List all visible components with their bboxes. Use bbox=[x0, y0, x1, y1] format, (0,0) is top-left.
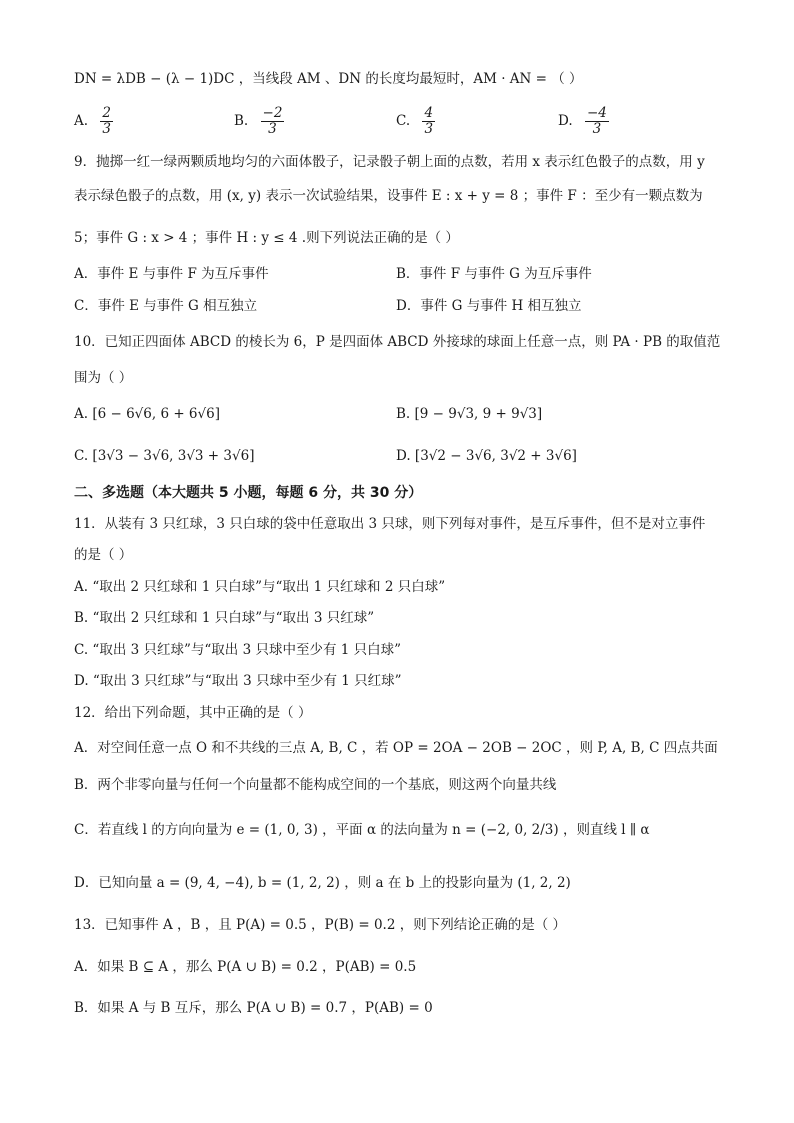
q11-option-c: C. “取出 3 只红球”与“取出 3 只球中至少有 1 只白球” bbox=[74, 642, 402, 658]
q10-stem-line-1: 10．已知正四面体 ABCD 的棱长为 6，P 是四面体 ABCD 外接球的球面上任意一点，则 PA · PB 的取值范 bbox=[74, 334, 721, 350]
q8-option-label: D. bbox=[558, 113, 573, 129]
denominator: 3 bbox=[592, 121, 602, 137]
numerator: 2 bbox=[102, 105, 111, 121]
q8-option-d bbox=[558, 106, 609, 137]
q8-option-fraction bbox=[422, 106, 435, 137]
q9-stem-line-3: 5；事件 G : x > 4 ；事件 H : y ≤ 4 .则下列说法正确的是（ ） bbox=[74, 230, 459, 246]
q9-stem-line-1: 9．抛掷一红一绿两颗质地均匀的六面体骰子，记录骰子朝上面的点数，若用 x 表示红色骰子的点数，用 y bbox=[74, 154, 705, 170]
q13-option-b: B．如果 A 与 B 互斥，那么 P(A ∪ B) = 0.7 ，P(AB) = 0 bbox=[74, 1000, 433, 1016]
q8-option-fraction bbox=[100, 106, 113, 137]
q8-option-c bbox=[396, 106, 435, 137]
numerator: −4 bbox=[586, 105, 607, 121]
q9-option-a: A．事件 E 与事件 F 为互斥事件 bbox=[74, 266, 269, 282]
q9-option-c: C．事件 E 与事件 G 相互独立 bbox=[74, 298, 258, 314]
q10-option-c: C. [3√3 − 3√6, 3√3 + 3√6] bbox=[74, 448, 255, 464]
denominator: 3 bbox=[268, 121, 277, 137]
q10-stem-line-2: 围为（ ） bbox=[74, 370, 133, 386]
q11-option-d: D. “取出 3 只红球”与“取出 3 只球中至少有 1 只红球” bbox=[74, 673, 402, 689]
section-heading-multiple-choice: 二、多选题（本大题共 5 小题，每题 6 分，共 30 分） bbox=[74, 485, 423, 501]
q13-option-a: A．如果 B ⊆ A ，那么 P(A ∪ B) = 0.2 ，P(AB) = 0.5 bbox=[74, 959, 417, 975]
q9-stem-line-2: 表示绿色骰子的点数，用 (x, y) 表示一次试验结果，设事件 E : x + y = 8 ；事件 F ：至少有一颗点数为 bbox=[74, 188, 703, 204]
numerator: −2 bbox=[262, 105, 283, 121]
q10-option-a: A. [6 − 6√6, 6 + 6√6] bbox=[74, 406, 220, 422]
q8-stem: DN = λDB − (λ − 1)DC ，当线段 AM 、DN 的长度均最短时，AM · AN = （ ） bbox=[74, 71, 583, 87]
q11-option-a: A. “取出 2 只红球和 1 只白球”与“取出 1 只红球和 2 只白球” bbox=[74, 579, 446, 595]
q8-option-fraction bbox=[585, 106, 609, 137]
q12-option-b: B．两个非零向量与任何一个向量都不能构成空间的一个基底，则这两个向量共线 bbox=[74, 777, 557, 793]
denominator: 3 bbox=[102, 121, 111, 137]
denominator: 3 bbox=[424, 121, 434, 137]
q12-option-d: D．已知向量 a = (9, 4, −4), b = (1, 2, 2) ，则 a 在 b 上的投影向量为 (1, 2, 2) bbox=[74, 875, 571, 891]
q9-option-b: B．事件 F 与事件 G 为互斥事件 bbox=[396, 266, 592, 282]
q8-option-fraction bbox=[261, 106, 285, 137]
q8-option-label: A. bbox=[74, 113, 89, 129]
numerator: 4 bbox=[424, 105, 434, 121]
q12-option-a: A．对空间任意一点 O 和不共线的三点 A, B, C ，若 OP = 2OA − 2OB − 2OC ，则 P, A, B, C 四点共面 bbox=[74, 740, 718, 756]
q8-option-label: C. bbox=[396, 113, 411, 129]
q11-stem-line-1: 11．从装有 3 只红球，3 只白球的袋中任意取出 3 只球，则下列每对事件，是互斥事件，但不是对立事件 bbox=[74, 516, 706, 532]
q9-option-d: D．事件 G 与事件 H 相互独立 bbox=[396, 298, 582, 314]
q10-option-b: B. [9 − 9√3, 9 + 9√3] bbox=[396, 406, 543, 422]
q8-option-b bbox=[234, 106, 284, 137]
q12-stem: 12．给出下列命题，其中正确的是（ ） bbox=[74, 705, 312, 721]
q11-stem-line-2: 的是（ ） bbox=[74, 547, 133, 563]
q12-option-c: C．若直线 l 的方向向量为 e = (1, 0, 3) ，平面 α 的法向量为 n = (−2, 0, 2/3) ，则直线 l ∥ α bbox=[74, 822, 650, 838]
q8-option-a bbox=[74, 106, 113, 137]
q11-option-b: B. “取出 2 只红球和 1 只白球”与“取出 3 只红球” bbox=[74, 610, 375, 626]
q8-option-label: B. bbox=[234, 113, 249, 129]
q10-option-d: D. [3√2 − 3√6, 3√2 + 3√6] bbox=[396, 448, 577, 464]
q13-stem: 13．已知事件 A ，B ，且 P(A) = 0.5 ，P(B) = 0.2 ，则下列结论正确的是（ ） bbox=[74, 917, 567, 933]
